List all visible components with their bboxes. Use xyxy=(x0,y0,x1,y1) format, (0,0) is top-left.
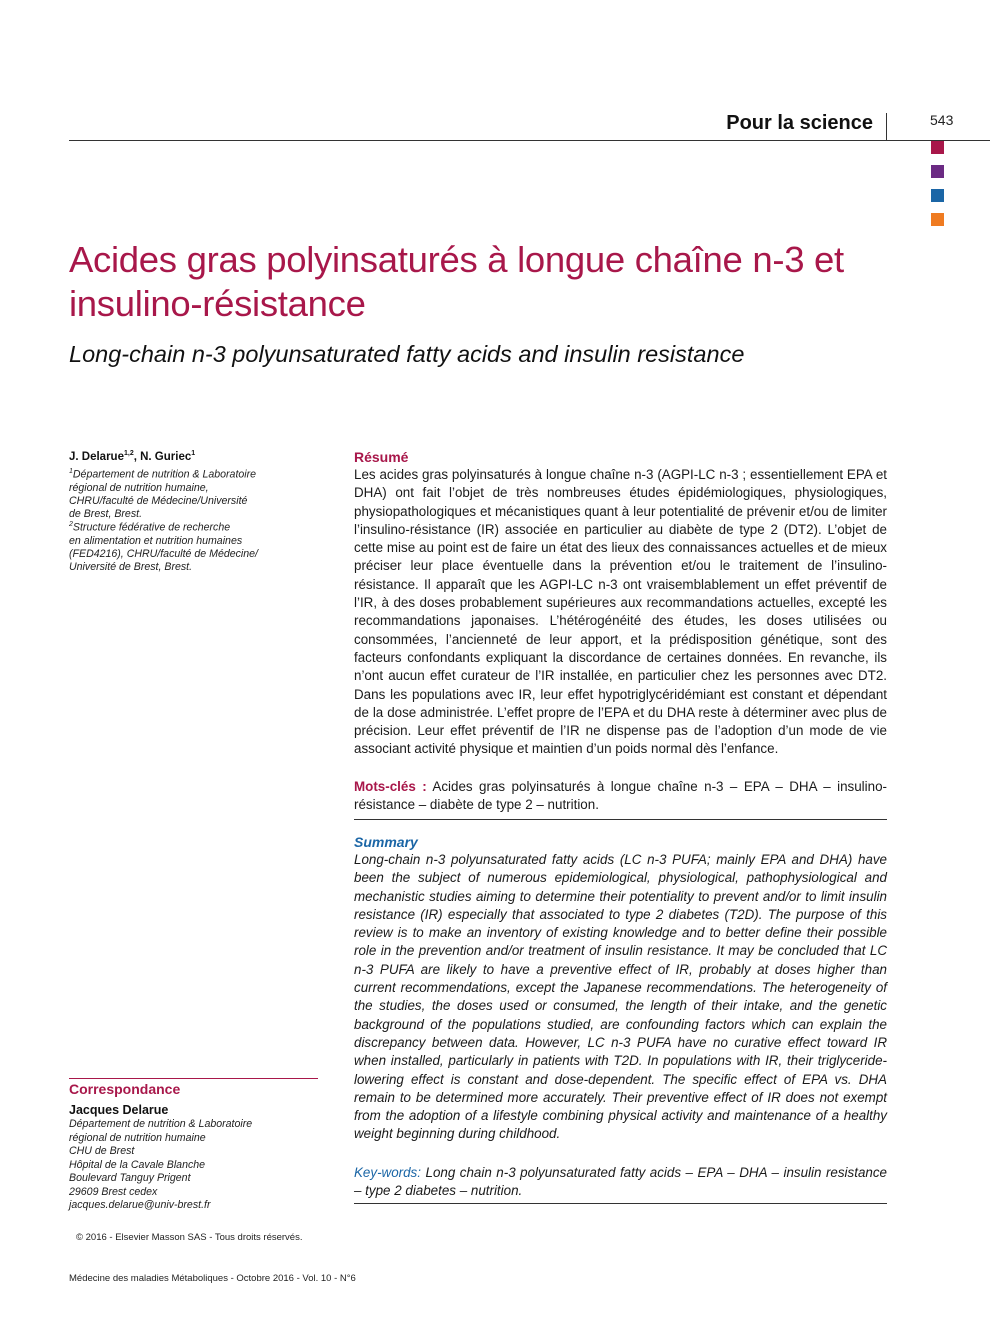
address-line: Département de nutrition & Laboratoire xyxy=(69,1118,253,1130)
resume-text: Les acides gras polyinsaturés à longue chaîne n-3 (AGPI-LC n-3 ; essentiellement EPA et DHA) ont fait l’objet de très nombreuses études épidémiologiques, physiologiques, physiopathologiques et mécanistiques quant à leur potentialité de prévenir et/ou de limiter l’insulino-résistance (IR) associée en particulier au diabète de type 2 (DT2). L’objet de cette mise au point est de faire un état des lieux des connaissances actuelles et de mieux préciser leur place éventuelle dans la prévention et/ou le traitement de l’insulino-résistance. Il apparaît que les AGPI-LC n-3 ont vraisemblablement un effet préventif de l’IR, à des doses probablement supérieures aux recommandations actuelles, excepté les recommandations japonaises. L’hétérogénéité des études, les doses utilisées ou consommées, l’ancienneté de leur apport, et la prédisposition génétique, sont des facteurs confondants expliquant la discordance de certaines données. En revanche, ils n’ont aucun effet curateur de l’IR installée, en particulier chez les personnes avec DT2. Dans les populations avec IR, leur effet hypotriglycéridémiant est constant et dépendant de la dose administrée. L’effet propre de l’EPA et du DHA reste à déterminer avec plus de précision. Leur effet préventif de l’IR ne dispense pas de l’adoption d’un mode de vie associant activité physique et maintien d’un poids normal dès l’enfance. xyxy=(354,467,887,757)
header-rule xyxy=(69,140,990,141)
email-link[interactable]: jacques.delarue@univ-brest.fr xyxy=(69,1199,211,1211)
correspondance-address xyxy=(69,1118,319,1213)
section-label: Pour la science xyxy=(726,112,873,134)
correspondance-rule xyxy=(69,1078,318,1079)
mots-cles-text: Acides gras polyinsaturés à longue chaîne n-3 – EPA – DHA – insulino-résistance – diabète de type 2 – nutrition. xyxy=(354,779,887,813)
author-affiliation-marker: 1,2 xyxy=(123,450,134,457)
author-affiliation-marker: 1 xyxy=(191,450,196,457)
address-line: CHU de Brest xyxy=(69,1145,135,1157)
journal-reference: Médecine des maladies Métaboliques - Octobre 2016 - Vol. 10 - N°6 xyxy=(69,1273,356,1284)
correspondance-name: Jacques Delarue xyxy=(69,1103,169,1117)
color-square-crimson xyxy=(931,141,944,154)
address-line: Boulevard Tanguy Prigent xyxy=(69,1172,191,1184)
affiliation xyxy=(69,465,314,522)
article-subtitle: Long-chain n-3 polyunsaturated fatty acids and insulin resistance xyxy=(69,341,745,367)
section-rule xyxy=(354,819,887,820)
copyright-notice: © 2016 - Elsevier Masson SAS - Tous droits réservés. xyxy=(76,1232,303,1243)
affiliation-marker: 2 xyxy=(69,521,73,528)
summary-heading: Summary xyxy=(354,834,418,850)
author-list xyxy=(69,450,195,463)
affiliation-line: Département de nutrition & Laboratoire xyxy=(72,468,257,481)
affiliation-line: régional de nutrition humaine, xyxy=(69,481,209,494)
key-words-text: Long chain n-3 polyunsaturated fatty acids – EPA – DHA – insulin resistance – type 2 diabetes – nutrition. xyxy=(354,1165,887,1199)
summary-text: Long-chain n-3 polyunsaturated fatty acids (LC n-3 PUFA; mainly EPA and DHA) have been the subject of numerous epidemiological, physiological, pathophysiological and mechanistic studies aiming to determine their potentiality to prevent and/or to limit insulin resistance (IR) especially that associated to type 2 diabetes (T2D). The purpose of this review is to make an inventory of existing knowledge and to better define their possible role in the prevention and/or treatment of insulin resistance. It may be concluded that LC n-3 PUFA are likely to have a preventive effect of IR, probably at doses higher than current recommendations, except the Japanese recommendations. The heterogeneity of the studies, the doses used or consumed, the length of their intake, and the genetic background of the populations studied, are confounding factors which can explain the discrepancy between data. However, LC n-3 PUFA have no curative effect toward IR when installed, particularly in patients with T2D. In populations with IR, their triglyceride-lowering effect is constant and dose-dependent. The specific effect of EPA vs. DHA remain to be determined more accurately. Their preventive effect of IR does not exempt from the adoption of a lifestyle combining physical activity and maintenance of a healthy weight beginning during childhood. xyxy=(354,852,887,1142)
affiliation-line: (FED4216), CHRU/faculté de Médecine/ xyxy=(69,548,259,561)
color-square-purple xyxy=(931,165,944,178)
key-words-label: Key-words: xyxy=(354,1165,421,1180)
header-divider xyxy=(886,113,887,141)
address-line: régional de nutrition humaine xyxy=(69,1131,206,1144)
affiliation-marker: 1 xyxy=(69,468,73,475)
author-separator: , xyxy=(133,450,141,463)
mots-cles-label: Mots-clés : xyxy=(354,779,427,794)
address-line: Hôpital de la Cavale Blanche xyxy=(69,1158,206,1171)
affiliation-line: Université de Brest, Brest. xyxy=(69,561,193,574)
affiliation-line: de Brest, Brest. xyxy=(69,508,143,521)
affiliation-line: CHRU/faculté de Médecine/Université xyxy=(69,495,248,508)
mots-cles xyxy=(354,778,887,815)
page-number: 543 xyxy=(930,112,954,128)
color-square-blue xyxy=(931,189,944,202)
resume-heading: Résumé xyxy=(354,449,409,465)
address-line: 29609 Brest cedex xyxy=(69,1185,158,1198)
author-name: J. Delarue xyxy=(69,450,124,463)
color-square-orange xyxy=(931,213,944,226)
affiliation-line: en alimentation et nutrition humaines xyxy=(69,534,243,547)
key-words xyxy=(354,1164,887,1201)
article-title: Acides gras polyinsaturés à longue chaîne n-3 et insulino-résistance xyxy=(69,239,844,324)
correspondance-heading: Correspondance xyxy=(69,1081,181,1097)
affiliation-line: Structure fédérative de recherche xyxy=(72,521,231,534)
author-name: N. Guriec xyxy=(140,450,192,463)
affiliation xyxy=(69,518,314,575)
section-rule xyxy=(354,1203,887,1204)
